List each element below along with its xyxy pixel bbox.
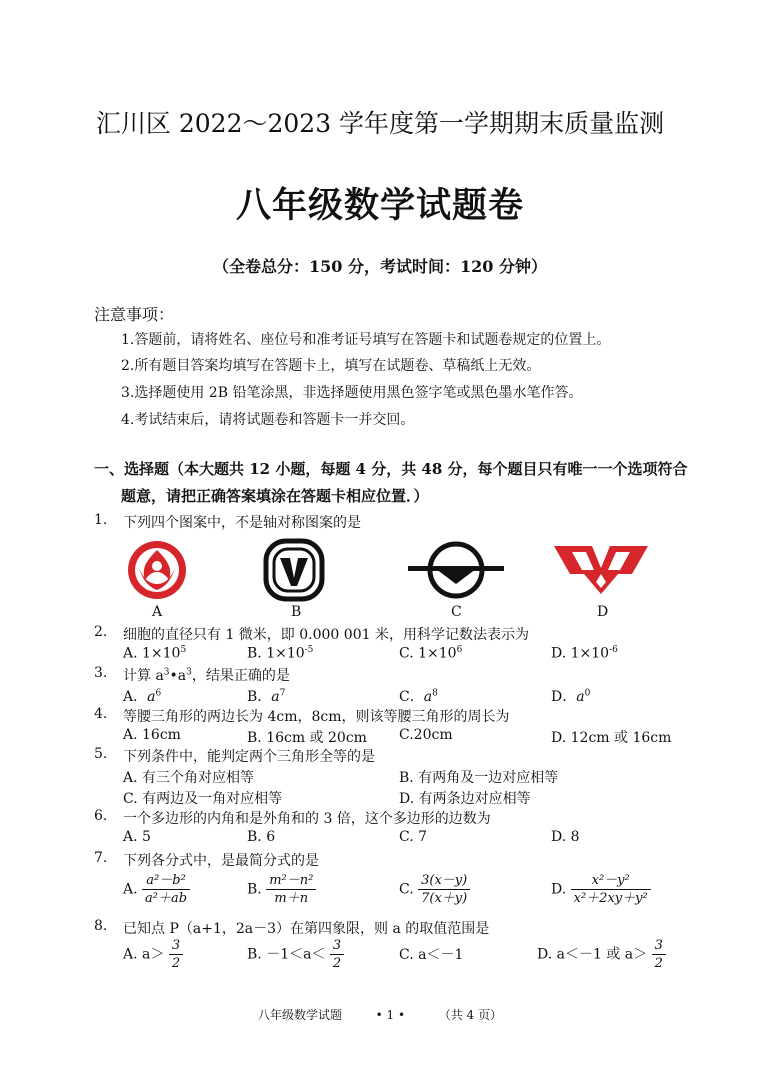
option-b: B. －1＜a＜ $\frac{3}{2}$ <box>247 937 344 972</box>
question-text: 下列各分式中，是最简分式的是 <box>123 853 319 869</box>
question-text: 下列四个图案中，不是轴对称图案的是 <box>123 515 361 531</box>
option-a: A．$a^6$ <box>123 688 162 705</box>
option-d: D. a＜－1 或 a＞ $\frac{3}{2}$ <box>537 937 666 972</box>
question-text: 一个多边形的内角和是外角和的 3 倍，这个多边形的边数为 <box>123 811 491 827</box>
option-label: B <box>291 604 302 620</box>
logo-d-icon <box>552 544 650 596</box>
option-label: A <box>152 604 163 620</box>
option-a: A. 5 <box>123 829 151 845</box>
exam-header-line1: 汇川区 2022～2023 学年度第一学期期末质量监测 <box>95 109 665 138</box>
section-heading-cont: 题意，请把正确答案填涂在答题卡相应位置．） <box>121 487 429 505</box>
question-number: 5. <box>94 746 108 762</box>
question-number: 4. <box>94 706 108 722</box>
option-d: D. $\frac{\text{x²－y²}}{\text{x²＋2xy＋y²}}$ <box>551 872 651 907</box>
question-number: 1. <box>94 512 108 528</box>
option-c: C．$a^8$ <box>399 688 438 705</box>
option-c: C. $\frac{3(x-y)}{7(x+y)}$ <box>399 872 470 907</box>
option-b: B．$a^7$ <box>247 688 286 705</box>
question-text: 等腰三角形的两边长为 4cm，8cm，则该等腰三角形的周长为 <box>123 709 510 725</box>
note-item: 3.选择题使用 2B 铅笔涂黑，非选择题使用黑色签字笔或黑色墨水笔作答。 <box>121 385 583 401</box>
option-d: D. 有两条边对应相等 <box>399 791 531 807</box>
question-number: 3. <box>94 665 108 681</box>
question-text: 下列条件中，能判定两个三角形全等的是 <box>123 749 375 765</box>
question-text: 计算 $a^3•a^3$，结果正确的是 <box>123 667 290 684</box>
option-c: C. $1\times 10^6$ <box>399 645 463 662</box>
option-b: B. $1\times 10^{-5}$ <box>247 645 314 662</box>
footer-subject: 八年级数学试题 <box>257 1008 342 1022</box>
question-number: 6. <box>94 808 108 824</box>
option-a: A. 有三个角对应相等 <box>123 770 255 786</box>
option-d: D. 12cm 或 16cm <box>551 730 672 746</box>
exam-title: 八年级数学试题卷 <box>235 185 524 226</box>
option-a: A. $\frac{\text{a²－b²}}{\text{a²＋ab}}$ <box>123 872 190 907</box>
option-a: A. $1\times 10^5$ <box>123 645 187 662</box>
option-c: C. 7 <box>399 829 428 845</box>
section-heading: 一、选择题（本大题共 12 小题，每题 4 分，共 48 分，每个题目只有唯一一个选项符合 <box>94 460 688 478</box>
page-footer <box>0 1006 760 1023</box>
question-number: 7. <box>94 850 108 866</box>
note-item: 4.考试结束后，请将试题卷和答题卡一并交回。 <box>121 412 415 428</box>
option-b: B. 有两角及一边对应相等 <box>399 770 559 786</box>
page-number: • 1 • <box>375 1008 406 1022</box>
question-text: 已知点 P（a+1，2a－3）在第四象限，则 a 的取值范围是 <box>123 921 490 937</box>
option-c: C. 有两边及一角对应相等 <box>123 791 283 807</box>
option-d: D．$a^0$ <box>551 688 591 705</box>
option-b: B. 6 <box>247 829 276 845</box>
option-d: D. $1\times 10^{-6}$ <box>551 645 618 662</box>
option-label: D <box>597 604 609 620</box>
logo-c-icon <box>406 540 506 602</box>
option-label: C <box>451 604 462 620</box>
option-b: B. $\frac{\text{m²－n²}}{m+n}$ <box>247 872 316 907</box>
option-a: A. a＞ $\frac{3}{2}$ <box>123 937 183 972</box>
logo-a-icon <box>125 538 189 602</box>
option-c: C. a＜－1 <box>399 947 464 963</box>
exam-subtitle: （全卷总分：150 分，考试时间：120 分钟） <box>213 257 547 276</box>
option-d: D. 8 <box>551 829 580 845</box>
logo-b-icon <box>263 538 325 602</box>
option-a: A. 16cm <box>123 727 181 743</box>
note-item: 2.所有题目答案均填写在答题卡上，填写在试题卷、草稿纸上无效。 <box>121 358 541 374</box>
question-number: 2. <box>94 624 108 640</box>
notes-heading: 注意事项： <box>94 305 175 324</box>
option-b: B. 16cm 或 20cm <box>247 730 367 746</box>
question-number: 8. <box>94 918 108 934</box>
note-item: 1.答题前，请将姓名、座位号和准考证号填写在答题卡和试题卷规定的位置上。 <box>121 332 611 348</box>
question-text: 细胞的直径只有 1 微米，即 0.000 001 米，用科学记数法表示为 <box>123 627 529 643</box>
page-total: （共 4 页） <box>438 1008 502 1022</box>
option-c: C.20cm <box>399 727 453 743</box>
